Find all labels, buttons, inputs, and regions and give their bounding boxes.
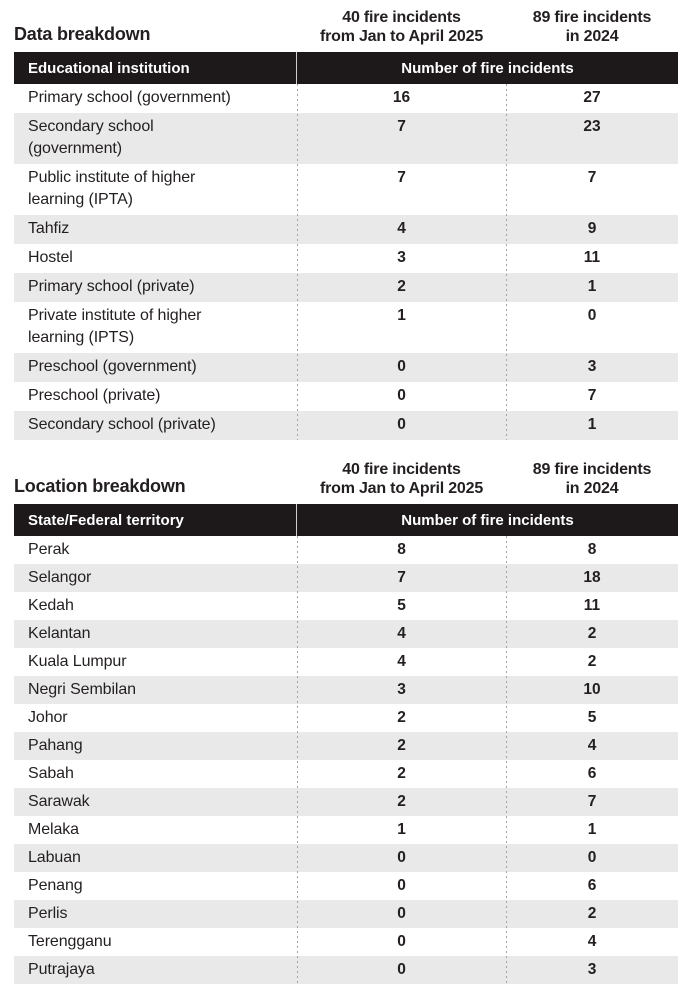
row-label: Secondary school (government)	[28, 118, 154, 157]
column-caption-2024-line1: 89 fire incidents	[532, 461, 652, 478]
column-caption-2024	[506, 8, 678, 46]
value-2025: 3	[397, 249, 406, 266]
value-2024: 10	[583, 681, 601, 698]
value-2025: 3	[397, 681, 406, 698]
row-label: Perlis	[28, 905, 68, 922]
row-label: Primary school (private)	[28, 278, 195, 295]
column-caption-2024	[506, 460, 678, 498]
table-row	[14, 564, 678, 592]
row-label: Negri Sembilan	[28, 681, 136, 698]
row-label: Primary school (government)	[28, 89, 231, 106]
row-label: Sabah	[28, 765, 74, 782]
value-2024: 1	[587, 416, 597, 433]
value-2024: 11	[583, 249, 601, 266]
table-header-bar	[14, 52, 678, 84]
row-label: Penang	[28, 877, 83, 894]
row-header-label: State/Federal territory	[14, 504, 297, 536]
value-2025: 2	[397, 278, 406, 295]
section-data-breakdown	[0, 0, 692, 440]
section-location-breakdown	[0, 440, 692, 984]
table-row	[14, 302, 678, 353]
row-label: Sarawak	[28, 793, 90, 810]
value-2024: 9	[587, 220, 597, 237]
row-label: Perak	[28, 541, 70, 558]
value-2024: 6	[587, 877, 597, 894]
table-row	[14, 788, 678, 816]
table-row	[14, 704, 678, 732]
value-2025: 2	[397, 765, 406, 782]
value-2025: 0	[397, 933, 406, 950]
table-row	[14, 273, 678, 302]
value-2025: 0	[397, 387, 406, 404]
value-2025: 7	[397, 118, 406, 135]
row-label: Private institute of higher learning (IPTS)	[28, 307, 202, 346]
value-2025: 16	[392, 89, 411, 106]
value-2025: 7	[397, 169, 406, 186]
row-label: Kedah	[28, 597, 74, 614]
section-title: Location breakdown	[14, 476, 186, 496]
value-2024: 27	[583, 89, 601, 106]
table-row	[14, 648, 678, 676]
table-row	[14, 620, 678, 648]
value-2025: 2	[397, 709, 406, 726]
value-2024: 7	[587, 387, 597, 404]
row-label: Secondary school (private)	[28, 416, 216, 433]
value-2025: 4	[397, 220, 406, 237]
value-2024: 6	[587, 765, 597, 782]
column-caption-2025-line1: 40 fire incidents	[342, 461, 461, 478]
value-2025: 0	[397, 849, 406, 866]
row-label: Melaka	[28, 821, 79, 838]
value-2025: 0	[397, 358, 406, 375]
value-2025: 7	[397, 569, 406, 586]
column-caption-2024-line2: in 2024	[565, 480, 619, 497]
row-label: Pahang	[28, 737, 83, 754]
value-2024: 1	[587, 278, 597, 295]
column-divider-dashed	[297, 84, 298, 440]
table-educational-institutions	[14, 52, 678, 440]
row-label: Hostel	[28, 249, 73, 266]
row-header-label: Educational institution	[14, 52, 297, 84]
value-2024: 0	[587, 307, 597, 324]
value-2025: 1	[397, 821, 406, 838]
value-2025: 0	[397, 877, 406, 894]
value-2024: 5	[587, 709, 597, 726]
row-label: Johor	[28, 709, 68, 726]
column-caption-2025-line1: 40 fire incidents	[342, 9, 461, 26]
value-2025: 8	[397, 541, 406, 558]
table-row	[14, 900, 678, 928]
table-row	[14, 244, 678, 273]
value-2024: 18	[583, 569, 601, 586]
row-label: Tahfiz	[28, 220, 70, 237]
row-label: Preschool (government)	[28, 358, 197, 375]
row-label: Terengganu	[28, 933, 112, 950]
value-2024: 8	[587, 541, 597, 558]
table-row	[14, 956, 678, 984]
row-label: Kelantan	[28, 625, 91, 642]
value-2024: 1	[587, 821, 597, 838]
value-2024: 0	[587, 849, 597, 866]
table-row	[14, 353, 678, 382]
table-row	[14, 382, 678, 411]
row-label: Public institute of higher learning (IPTA)	[28, 169, 196, 208]
table-states	[14, 504, 678, 984]
table-row	[14, 760, 678, 788]
table-rows	[14, 84, 678, 440]
table-row	[14, 536, 678, 564]
row-label: Preschool (private)	[28, 387, 161, 404]
table-row	[14, 84, 678, 113]
value-2025: 1	[397, 307, 406, 324]
value-2024: 23	[583, 118, 601, 135]
column-caption-2025-line2: from Jan to April 2025	[319, 28, 484, 45]
table-row	[14, 411, 678, 440]
value-2025: 2	[397, 737, 406, 754]
table-rows	[14, 536, 678, 984]
row-label: Labuan	[28, 849, 81, 866]
table-row	[14, 872, 678, 900]
table-row	[14, 928, 678, 956]
value-2025: 2	[397, 793, 406, 810]
column-caption-2024-line2: in 2024	[565, 28, 619, 45]
value-2024: 4	[587, 933, 597, 950]
table-row	[14, 732, 678, 760]
table-row	[14, 215, 678, 244]
column-caption-2025	[297, 460, 506, 498]
value-2025: 4	[397, 625, 406, 642]
value-2024: 2	[587, 653, 597, 670]
value-2025: 0	[397, 905, 406, 922]
table-row	[14, 816, 678, 844]
value-2024: 7	[587, 793, 597, 810]
section-head	[0, 440, 692, 504]
value-2024: 2	[587, 905, 597, 922]
value-2024: 2	[587, 625, 597, 642]
table-row	[14, 844, 678, 872]
value-2024: 4	[587, 737, 597, 754]
table-header-bar	[14, 504, 678, 536]
table-row	[14, 592, 678, 620]
value-2024: 3	[587, 358, 597, 375]
value-2024: 7	[587, 169, 597, 186]
column-divider-dashed	[506, 536, 507, 984]
row-label: Selangor	[28, 569, 92, 586]
row-label: Kuala Lumpur	[28, 653, 127, 670]
value-2025: 0	[397, 961, 406, 978]
column-caption-2025-line2: from Jan to April 2025	[319, 480, 484, 497]
table-row	[14, 164, 678, 215]
value-2024: 3	[587, 961, 597, 978]
value-2024: 11	[583, 597, 601, 614]
row-label: Putrajaya	[28, 961, 95, 978]
column-caption-2024-line1: 89 fire incidents	[532, 9, 652, 26]
section-title: Data breakdown	[14, 24, 151, 44]
value-2025: 0	[397, 416, 406, 433]
column-caption-2025	[297, 8, 506, 46]
value-2025: 5	[397, 597, 406, 614]
value-header-label: Number of fire incidents	[401, 511, 574, 529]
value-header-label: Number of fire incidents	[401, 59, 574, 77]
table-row	[14, 113, 678, 164]
value-2025: 4	[397, 653, 406, 670]
column-divider-dashed	[297, 536, 298, 984]
table-row	[14, 676, 678, 704]
section-head	[0, 0, 692, 52]
column-divider-dashed	[506, 84, 507, 440]
